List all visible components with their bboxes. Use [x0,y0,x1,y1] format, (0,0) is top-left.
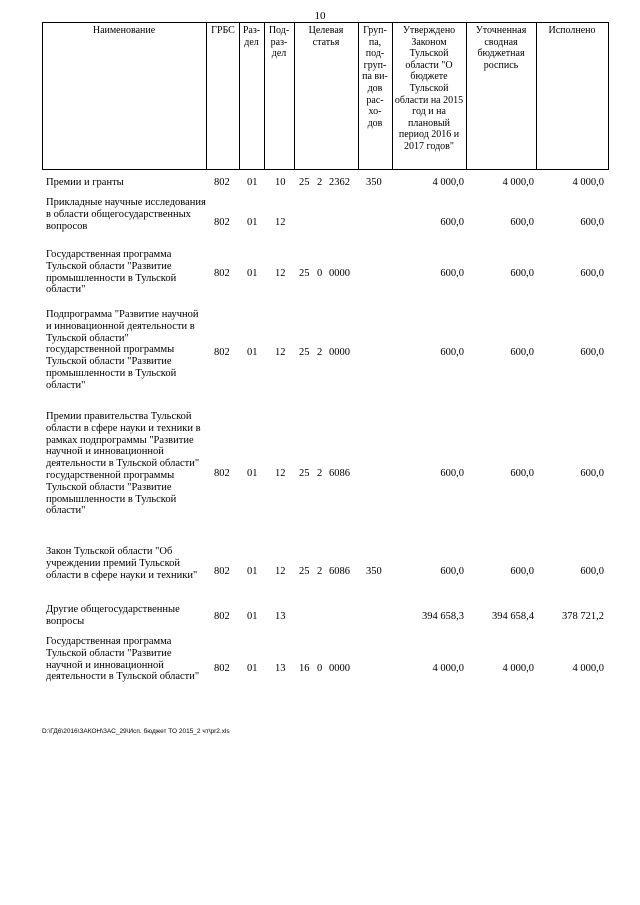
header-ispolneno: Исполнено [548,25,596,36]
row-cs3: 2362 [329,177,350,188]
row-cs1: 16 [299,663,310,674]
row-cs1: 25 [299,347,310,358]
row-cs2: 2 [317,177,323,188]
row-utverzhdeno: 600,0 [440,468,464,479]
row-name: Премии правительства Тульской области в сфере науки и техники в рамках подпрограммы "Развитие научной и инновационной деятельности в Тульской области" государственной программы Тульской области "Развитие промышленности в Тульской области" [46,411,201,517]
row-cs3: 6086 [329,468,350,479]
table-header [42,22,608,170]
row-grbs: 802 [214,611,230,622]
header-tselevaya-statya: Целевая статья [308,25,344,48]
row-grbs: 802 [214,566,230,577]
row-ispolneno: 378 721,2 [562,611,604,622]
row-utverzhdeno: 600,0 [440,268,464,279]
row-ispolneno: 600,0 [580,268,604,279]
row-cs3: 6086 [329,566,350,577]
header-utverzhdeno: Утверждено Законом Тульской области "О бюджете Тульской области на 2015 год и на плановый период 2016 и 2017 годов" [394,25,464,152]
header-podrazdel: Под- раз- дел [268,25,290,60]
row-razdel: 01 [247,566,258,577]
row-podrazdel: 12 [275,347,286,358]
row-grbs: 802 [214,347,230,358]
row-razdel: 01 [247,177,258,188]
row-utverzhdeno: 600,0 [440,217,464,228]
row-utverzhdeno: 4 000,0 [432,663,464,674]
row-podrazdel: 12 [275,268,286,279]
row-cs2: 2 [317,468,323,479]
row-ispolneno: 600,0 [580,347,604,358]
row-cs2: 2 [317,566,323,577]
row-utochnennaya: 394 658,4 [492,611,534,622]
row-name: Государственная программа Тульской области "Развитие научной и инновационной деятельности в Тульской области" [46,636,200,683]
row-razdel: 01 [247,468,258,479]
row-cs1: 25 [299,566,310,577]
row-grbs: 802 [214,468,230,479]
row-ispolneno: 600,0 [580,566,604,577]
row-razdel: 01 [247,268,258,279]
row-cs1: 25 [299,468,310,479]
row-cs3: 0000 [329,268,350,279]
row-name: Прикладные научные исследования в области общегосударственных вопросов [46,197,206,232]
row-utochnennaya: 600,0 [510,347,534,358]
row-razdel: 01 [247,663,258,674]
row-grbs: 802 [214,217,230,228]
row-name: Другие общегосударственные вопросы [46,604,180,627]
header-razdel: Раз- дел [242,25,261,48]
header-name: Наименование [92,25,156,36]
row-podrazdel: 12 [275,566,286,577]
row-cs1: 25 [299,268,310,279]
row-vr: 350 [366,177,382,188]
row-utverzhdeno: 600,0 [440,347,464,358]
row-podrazdel: 12 [275,217,286,228]
row-cs2: 2 [317,347,323,358]
row-grbs: 802 [214,177,230,188]
row-podrazdel: 13 [275,663,286,674]
row-ispolneno: 600,0 [580,217,604,228]
row-razdel: 01 [247,611,258,622]
row-podrazdel: 13 [275,611,286,622]
row-utochnennaya: 600,0 [510,566,534,577]
row-vr: 350 [366,566,382,577]
row-ispolneno: 600,0 [580,468,604,479]
row-razdel: 01 [247,217,258,228]
row-name: Подпрограмма "Развитие научной и инновационной деятельности в Тульской области" государственной программы Тульской области "Развитие промышленности в Тульской области" [46,309,199,391]
row-name: Государственная программа Тульской области "Развитие промышленности в Тульской области" [46,249,177,296]
row-utochnennaya: 4 000,0 [502,663,534,674]
page-number: 10 [314,10,326,22]
row-utverzhdeno: 394 658,3 [422,611,464,622]
row-utverzhdeno: 4 000,0 [432,177,464,188]
row-razdel: 01 [247,347,258,358]
header-grbs: ГРБС [211,25,235,36]
row-podrazdel: 10 [275,177,286,188]
row-utochnennaya: 600,0 [510,268,534,279]
row-cs2: 0 [317,268,323,279]
row-name: Премии и гранты [46,177,124,188]
row-utverzhdeno: 600,0 [440,566,464,577]
row-cs2: 0 [317,663,323,674]
row-utochnennaya: 4 000,0 [502,177,534,188]
row-podrazdel: 12 [275,468,286,479]
row-name: Закон Тульской области "Об учреждении премий Тульской области в сфере науки и техники" [46,546,198,581]
row-ispolneno: 4 000,0 [572,663,604,674]
row-utochnennaya: 600,0 [510,217,534,228]
row-cs3: 0000 [329,347,350,358]
row-grbs: 802 [214,268,230,279]
row-utochnennaya: 600,0 [510,468,534,479]
row-cs1: 25 [299,177,310,188]
header-gruppa-vidov: Груп- па, под- груп- па ви- дов рас- хо- дов [362,25,388,129]
header-utochnennaya-rospis: Уточненная сводная бюджетная роспись [475,25,527,71]
file-path-footer: D:\ГД6\2016\ЗАКОН\ЗАС_29\Исп. бюджет ТО 2015_2 чт\pr2.xls [42,728,230,735]
row-ispolneno: 4 000,0 [572,177,604,188]
row-cs3: 0000 [329,663,350,674]
row-grbs: 802 [214,663,230,674]
